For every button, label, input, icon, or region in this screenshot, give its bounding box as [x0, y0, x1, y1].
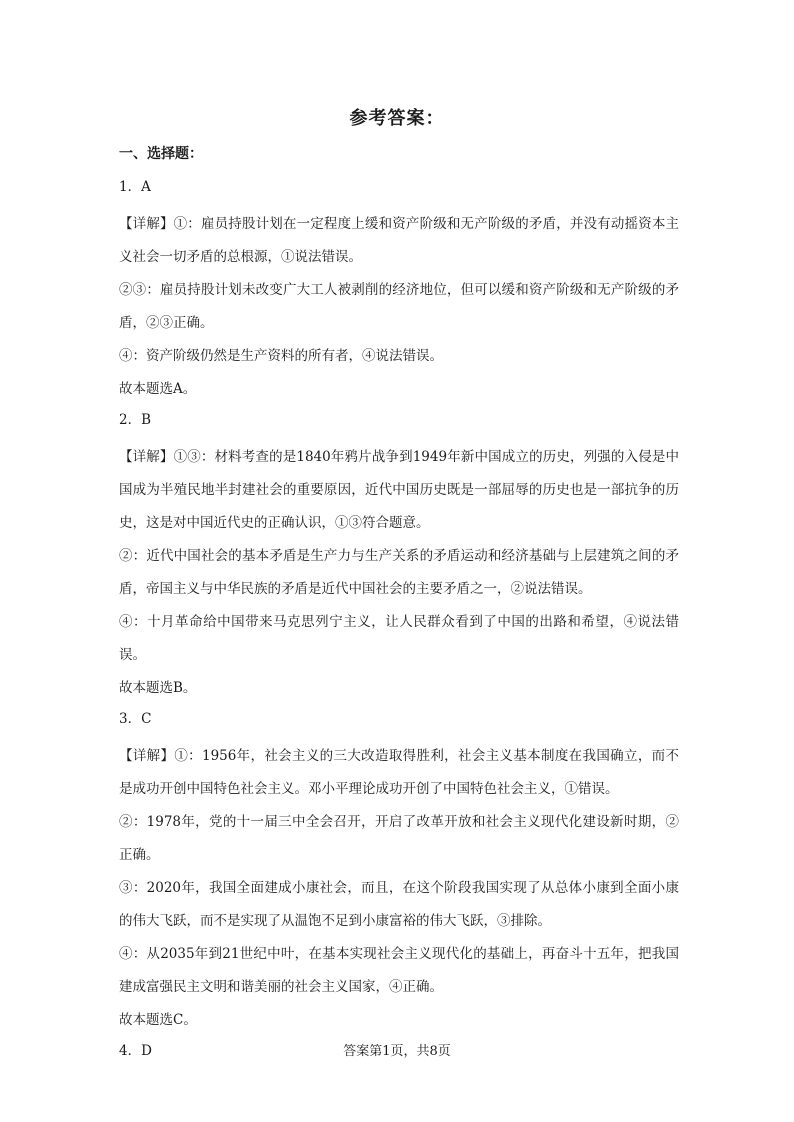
explanation-paragraph: ④：十月革命给中国带来马克思列宁主义，让人民群众看到了中国的出路和希望，④说法错误。 [119, 614, 679, 663]
conclusion-line: 故本题选A。 [119, 381, 197, 397]
question-block [119, 707, 679, 1037]
answer-content [119, 142, 679, 1072]
question-number: 3．C [119, 711, 152, 727]
question-number: 1．A [119, 179, 151, 195]
explanation-paragraph: ②：近代中国社会的基本矛盾是生产力与生产关系的矛盾运动和经济基础与上层建筑之间的矛盾，帝国主义与中华民族的矛盾是近代中国社会的主要矛盾之一，②说法错误。 [119, 548, 679, 597]
question-block [119, 408, 679, 705]
page-title: 参考答案： [349, 108, 445, 129]
conclusion-line: 故本题选B。 [119, 680, 197, 696]
question-number: 2．B [119, 412, 152, 428]
explanation-paragraph: 【详解】①③：材料考查的是1840年鸦片战争到1949年新中国成立的历史，列强的入侵是中国成为半殖民地半封建社会的重要原因，近代中国历史既是一部屈辱的历史也是一部抗争的历史，这是对中国近代史的正确认识，①③符合题意。 [119, 449, 679, 531]
explanation-paragraph: 【详解】①：雇员持股计划在一定程度上缓和资产阶级和无产阶级的矛盾，并没有动摇资本主义社会一切矛盾的总根源，①说法错误。 [119, 216, 679, 265]
conclusion-line: 故本题选C。 [119, 1012, 197, 1028]
page-footer: 答案第1页，共8页 [343, 1044, 451, 1059]
question-block [119, 175, 679, 406]
question-number: 4．D [119, 1043, 152, 1059]
explanation-paragraph: ③：2020年，我国全面建成小康社会，而且，在这个阶段我国实现了从总体小康到全面小康的伟大飞跃，而不是实现了从温饱不足到小康富裕的伟大飞跃，③排除。 [119, 880, 679, 929]
explanation-paragraph: ②③：雇员持股计划未改变广大工人被剥削的经济地位，但可以缓和资产阶级和无产阶级的矛盾，②③正确。 [119, 282, 679, 331]
explanation-paragraph: 【详解】①：1956年，社会主义的三大改造取得胜利，社会主义基本制度在我国确立，而不是成功开创中国特色社会主义。邓小平理论成功开创了中国特色社会主义，①错误。 [119, 748, 679, 797]
explanation-paragraph: ②：1978年，党的十一届三中全会召开，开启了改革开放和社会主义现代化建设新时期，②正确。 [119, 814, 679, 863]
section-heading: 一、选择题： [119, 146, 203, 162]
explanation-paragraph: ④：资产阶级仍然是生产资料的所有者，④说法错误。 [119, 348, 443, 364]
explanation-paragraph: ④：从2035年到21世纪中叶，在基本实现社会主义现代化的基础上，再奋斗十五年，把我国建成富强民主文明和谐美丽的社会主义国家，④正确。 [119, 946, 679, 995]
